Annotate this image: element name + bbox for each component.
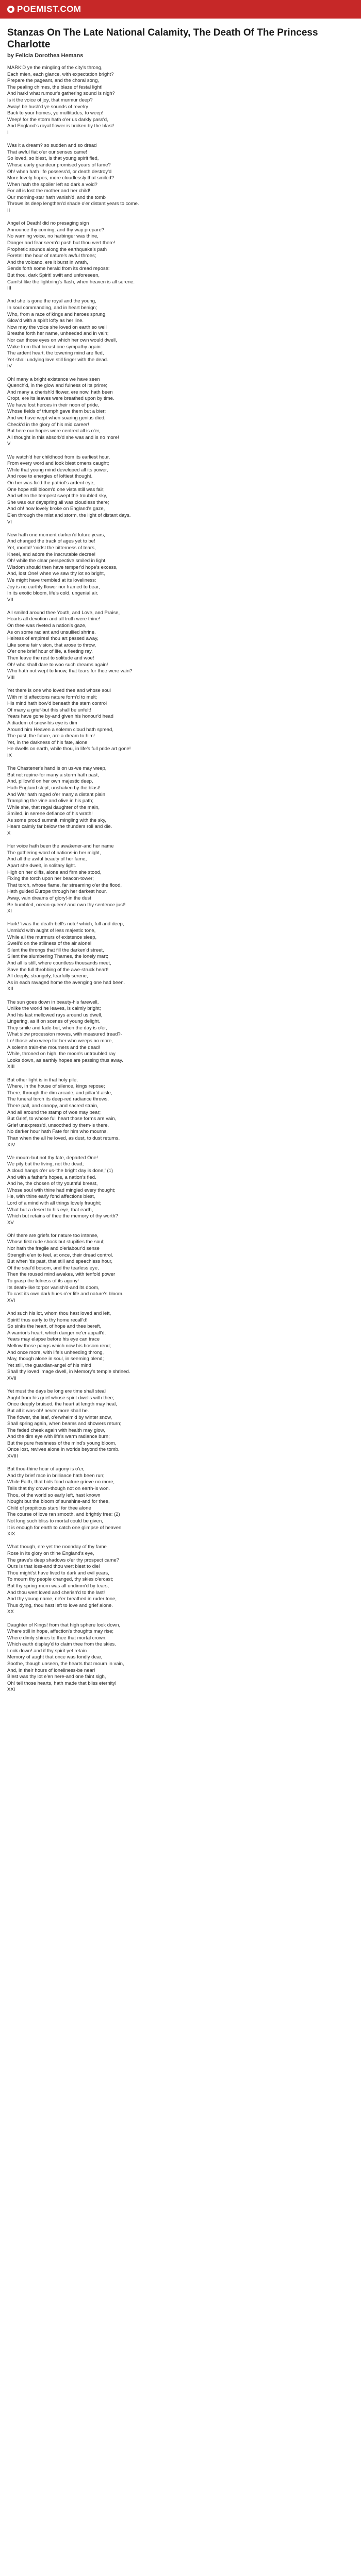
poem-line: They smile and fade-but, when the day is o'er, xyxy=(7,1025,107,1031)
stanza xyxy=(7,688,354,759)
poem-line: Look down! and if thy spirit yet retain xyxy=(7,1648,87,1654)
stanza-numeral: XVII xyxy=(7,1375,17,1381)
poem-line: And all is still, where countless thousands meet, xyxy=(7,960,111,966)
poem-line: And, pillow'd on her own majestic deep, xyxy=(7,778,93,785)
poem-line: The funeral torch its deep-red radiance throws. xyxy=(7,1096,109,1103)
poem-line: And she is gone the royal and the young, xyxy=(7,298,96,304)
poem-line: And once more, with life's unheeding throng, xyxy=(7,1349,104,1355)
stanza xyxy=(7,843,354,915)
poem-line: Mellow those pangs which now his bosom rend; xyxy=(7,1343,111,1349)
poem-line: Away! be hush'd ye sounds of revelry xyxy=(7,104,88,110)
stanza xyxy=(7,610,354,682)
poem-line: Her voice hath been the awakener-and her name xyxy=(7,843,114,850)
poem-line: Angel of Death! did no presaging sign xyxy=(7,221,89,227)
poem-line: Wisdom should then have temper'd hope's excess, xyxy=(7,564,118,570)
stanza xyxy=(7,532,354,604)
poem-line: But thy spring-morn was all undimm'd by tears, xyxy=(7,1583,109,1589)
poem-line: Smiled, in serene defiance of his wrath! xyxy=(7,811,93,817)
poem-line: Looks down, as earthly hopes are passing thus away. xyxy=(7,1057,123,1063)
poem-line: Back to your homes, ye multitudes, to weep! xyxy=(7,110,104,116)
poem-line: More lovely hopes, more cloudlessly that smiled? xyxy=(7,175,114,181)
poem-line: Oh! when hath life possess'd, or death destroy'd xyxy=(7,168,112,175)
poem-line: Rose in its glory on thine England's eye, xyxy=(7,1550,94,1556)
poem-line: Yet, mortal! 'midst the bitterness of tears, xyxy=(7,545,96,551)
stanza-numeral: XVIII xyxy=(7,1453,18,1460)
poem-line: Thus dying, thou hast left to love and grief alone. xyxy=(7,1602,113,1608)
poem-line: The past, the future, are a dream to him! xyxy=(7,733,95,739)
poem-line: A solemn train-the mourners and the dead! xyxy=(7,1044,101,1050)
stanza xyxy=(7,298,354,370)
poem-line: Where still in hope, affection's thoughts may rise; xyxy=(7,1629,113,1635)
poem-line: Hears calmly far below the thunders roll and die. xyxy=(7,824,112,830)
poem-line: Nor can those eyes on which her own would dwell, xyxy=(7,337,117,343)
poem-line: In its exotic bloom, life's cold, ungenial air. xyxy=(7,590,99,597)
poem-line: And we have wept when soaring genius died, xyxy=(7,415,106,421)
poem-line: Heiress of empires! thou art passed away, xyxy=(7,636,99,642)
stanza-numeral: XIII xyxy=(7,1064,15,1070)
poem-line: Apart she dwelt, in solitary light. xyxy=(7,863,76,869)
poem-line: As some proud summit, mingling with the sky, xyxy=(7,817,107,823)
stanza-numeral: VII xyxy=(7,597,13,603)
poem-line: While she, that regal daughter of the main, xyxy=(7,804,100,810)
poem-line: Save the full throbbing of the awe-struck heart! xyxy=(7,967,109,973)
poem-line: Aught from his grief whose spirit dwells with thee; xyxy=(7,1395,114,1401)
stanza-numeral: VIII xyxy=(7,674,15,681)
poem-line: Tells that thy crown-though not on earth-is won. xyxy=(7,1486,110,1492)
stanza xyxy=(7,1077,354,1149)
stanza-numeral: XIX xyxy=(7,1531,15,1537)
poem-line: Once deeply bruised, the heart at length may heal, xyxy=(7,1401,117,1408)
poem-line: Away, vain dreams of glory!-in the dust xyxy=(7,895,91,901)
poem-line: To mourn thy people changed, thy skies o'ercast; xyxy=(7,1577,113,1583)
stanza-numeral: XX xyxy=(7,1609,14,1615)
poem-line: Hark! 'twas the death-bell's note! which, full and deep, xyxy=(7,921,124,927)
poem-line: Then the roused mind awakes, with tenfold power xyxy=(7,1272,116,1278)
poem-line: Throws its deep lengthen'd shade o'er distant years to come. xyxy=(7,201,139,207)
poem-line: And England's royal flower is broken by the blast! xyxy=(7,123,114,129)
poem-line: Nought but the bloom of sunshine-and for thee, xyxy=(7,1499,110,1505)
stanza-numeral: XI xyxy=(7,908,12,914)
poem-line: Wake from that breast one sympathy again: xyxy=(7,344,102,350)
poem-line: To cast its own dark hues o'er life and nature's bloom. xyxy=(7,1291,124,1297)
poem-line: But thou, dark Spirit! swift and unforeseen, xyxy=(7,273,100,278)
poem-line: Oh! while the clear perspective smiled in light, xyxy=(7,558,107,564)
poem-line: Soothe, though unseen, the hearts that mourn in vain, xyxy=(7,1661,124,1667)
poem-line: And changed the track of ages yet to be! xyxy=(7,538,95,545)
poem-line: We pity but the living, not the dead; xyxy=(7,1161,84,1167)
poem-line: And he, the chosen of thy youthful breast, xyxy=(7,1181,98,1187)
poem-line: While Faith, that bids fond nature grieve no more, xyxy=(7,1479,115,1485)
poem-line: Its death-like torpor vanish'd-and its doom, xyxy=(7,1284,100,1291)
poem-line: O'er one brief hour of life, a fleeting ray, xyxy=(7,649,93,655)
poem-line: Strength e'en to feel, at once, their dread control. xyxy=(7,1252,113,1258)
site-header xyxy=(0,0,361,19)
poem-line: Thou, of the world so early left, hast known xyxy=(7,1492,101,1498)
poem-line: Like some fair vision, that arose to throw, xyxy=(7,642,96,648)
poem-line: Yet must the days be long ere time shall steal xyxy=(7,1388,106,1395)
poem-line: Cam'st like the lightning's flash, when heaven is all serene. xyxy=(7,279,135,285)
poem-line: To grasp the fulness of its agony! xyxy=(7,1278,79,1284)
poem-line: Then leave the rest to solitude and woe! xyxy=(7,655,94,662)
poem-line: And all around the stamp of woe may bear; xyxy=(7,1109,101,1115)
poem-line: Foretell the hour of nature's awful throes; xyxy=(7,253,96,259)
poem-line: And thou wert loved and cherish'd to the last! xyxy=(7,1589,105,1596)
poem-line: While, throned on high, the moon's untroubled ray xyxy=(7,1051,116,1057)
poem-line: Joy is no earthly flower nor framed to bear, xyxy=(7,584,100,590)
poem-line: High on her cliffs, alone and firm she stood, xyxy=(7,869,102,875)
poem-line: Yet, in the darkness of his fate, alone xyxy=(7,739,88,745)
poem-line: Yet shall undying love still linger with the dead. xyxy=(7,357,108,363)
poem-line: The ardent heart, the towering mind are fled, xyxy=(7,350,104,357)
stanza xyxy=(7,1311,354,1382)
poem-line: Be humbled, ocean-queen! and own thy sentence just! xyxy=(7,902,126,908)
site-logo[interactable] xyxy=(7,4,81,14)
poem-line: Which earth display'd to claim thee from the skies. xyxy=(7,1641,116,1648)
poem-line: Oh! who shall dare to woo such dreams again! xyxy=(7,662,108,668)
poem-line: But here our hopes were centred all is o'er, xyxy=(7,428,101,434)
poem-line: Each mien, each glance, with expectation bright? xyxy=(7,71,114,77)
poem-line: Now hath one moment darken'd future years, xyxy=(7,532,105,538)
poem-line: MARK'D ye the mingling of the city's throng, xyxy=(7,65,103,71)
poem-line: Unmix'd with aught of less majestic tone, xyxy=(7,927,96,934)
poem-body xyxy=(7,65,354,1693)
poem-line: There, through the dim arcade, and pillar'd aisle, xyxy=(7,1090,112,1096)
poem-line: A diadem of snow-his eye is dim xyxy=(7,720,77,726)
poem-line: The grave's deep shadows o'er thy prospect came? xyxy=(7,1557,119,1563)
poem-line: Whose fields of triumph gave them but a bier; xyxy=(7,409,106,415)
poem-line: We mourn-but not thy fate, departed One! xyxy=(7,1155,98,1161)
poem-line: Swell'd on the stillness of the air alone! xyxy=(7,941,92,947)
poem-line: Lo! those who weep for her who weeps no more, xyxy=(7,1038,113,1044)
poem-line: And, in their hours of loneliness-be near! xyxy=(7,1667,95,1673)
poem-line: Than when the all he loved, as dust, to dust returns. xyxy=(7,1135,120,1141)
poem-line: Hath guided Europe through her darkest hour. xyxy=(7,889,107,895)
poem-line: What but a desert to his eye, that earth, xyxy=(7,1207,93,1213)
poem-line: Was it a dream? so sudden and so dread xyxy=(7,143,97,149)
poem-line: While that young mind developed all its power, xyxy=(7,467,108,473)
poem-line: The gathering-word of nations-in her might, xyxy=(7,850,101,856)
poem-title: Stanzas On The Late National Calamity, The Death Of The Princess Charlotte xyxy=(7,27,318,50)
poem-line: Whose early grandeur promised years of fame? xyxy=(7,162,111,168)
poem-line: Danger and fear seem'd past! but thou wert there! xyxy=(7,240,116,246)
poem-line: On thee was riveted a nation's gaze, xyxy=(7,623,87,629)
poem-line: A warrior's heart, which danger ne'er appall'd. xyxy=(7,1330,106,1336)
poem-line: The course of love ran smooth, and brightly free: (2) xyxy=(7,1512,120,1518)
poem-line: That torch, whose flame, far streaming o'er the flood, xyxy=(7,882,122,888)
poem-line: On her was fix'd the patriot's ardent eye, xyxy=(7,480,95,486)
poem-line: Lingering, as if on scenes of young delight. xyxy=(7,1019,101,1025)
poem-line: Not long such bliss to mortal could be given, xyxy=(7,1518,103,1524)
poem-line: And rose to energies of loftiest thought. xyxy=(7,473,93,480)
stanza-numeral: I xyxy=(7,129,9,135)
poem-line: Check'd in the glory of his mid career! xyxy=(7,421,89,428)
poem-line: Prepare the pageant, and the choral song, xyxy=(7,78,99,84)
poem-line: Spirit! thus early to thy home recall'd! xyxy=(7,1317,88,1323)
stanza-numeral: X xyxy=(7,831,11,837)
poem-line: Whose soul with thine had mingled every thought; xyxy=(7,1187,116,1193)
stanza-numeral: XII xyxy=(7,986,13,992)
poem-line: All smiled around thee Youth, and Love, and Praise, xyxy=(7,609,120,616)
site-logo-text: POEMIST.COM xyxy=(17,4,81,14)
poem-line: E'en through the mist and storm, the light of distant days. xyxy=(7,512,131,518)
poem-line: Shall thy loved image dwell, in Memory's temple shrined. xyxy=(7,1369,130,1375)
poem-line: The pealing chimes, the blaze of festal light! xyxy=(7,84,103,90)
stanza-numeral: III xyxy=(7,285,11,292)
poem-line: Silent the slumbering Thames, the lonely mart; xyxy=(7,954,108,960)
poem-line: The Chastener's hand is on us-we may weep, xyxy=(7,766,107,772)
poem-line: But not repine-for many a storm hath past, xyxy=(7,772,99,778)
poem-line: But thou-thine hour of agony is o'er, xyxy=(7,1466,85,1472)
poem-line: But all it was-oh! never more shall be. xyxy=(7,1408,89,1414)
poem-line: Blest was thy lot e'en here-and one faint sigh, xyxy=(7,1674,106,1680)
poem-line: Who, from a race of kings and heroes sprung, xyxy=(7,311,107,317)
stanza-numeral: XVI xyxy=(7,1297,15,1303)
poem-line: Silent the throngs that fill the darken'd street, xyxy=(7,947,104,953)
poem-line: She was our dayspring all was cloudless there; xyxy=(7,499,109,505)
poem-line: Glow'd with a spirit lofty as her line. xyxy=(7,318,84,324)
poem-line: The faded cheek again with health may glow, xyxy=(7,1427,105,1433)
poem-line: And War hath raged o'er many a distant plain xyxy=(7,791,105,798)
poem-line: We might have trembled at its loveliness: xyxy=(7,577,96,583)
poem-line: Ours is that loss-and thou wert blest to die! xyxy=(7,1564,101,1570)
poem-line: And thy brief race in brilliance hath been run; xyxy=(7,1472,105,1479)
poem-line: One hope still bloom'd one vista still was fair; xyxy=(7,486,105,493)
poem-line: All deeply, strangely, fearfully serene, xyxy=(7,973,88,979)
poem-line: Oh! there are griefs for nature too intense, xyxy=(7,1232,99,1239)
poem-line: Memory of aught that once was fondly dear, xyxy=(7,1654,103,1660)
stanza xyxy=(7,766,354,837)
stanza-numeral: V xyxy=(7,441,11,447)
poem-line: What though, ere yet the noonday of thy fame xyxy=(7,1544,107,1550)
poem-line: His mind hath bow'd beneath the stern control xyxy=(7,701,107,707)
poem-line: Grief unexpress'd, unsoothed by them-is there. xyxy=(7,1122,109,1128)
stanza-numeral: IX xyxy=(7,752,12,758)
poem-line: No darker hour hath Fate for him who mourns, xyxy=(7,1129,108,1135)
poem-line: In soul commanding, and in heart benign; xyxy=(7,304,97,311)
poem-line: Breathe forth her name, unheeded and in vain; xyxy=(7,331,109,337)
stanza xyxy=(7,999,354,1071)
stanza xyxy=(7,1544,354,1616)
poem-line: Child of propitious stars! for thee alone xyxy=(7,1505,91,1511)
poem-line: Sends forth some herald from its dread repose: xyxy=(7,266,110,272)
poem-line: Thou might'st have lived to dark and evil years, xyxy=(7,1570,109,1576)
stanza xyxy=(7,1155,354,1227)
poem-line: And when the tempest swept the troubled sky, xyxy=(7,493,107,499)
poemist-logo-icon xyxy=(7,6,14,13)
poem-line: As on some radiant and unsullied shrine. xyxy=(7,629,96,635)
stanza-numeral: IV xyxy=(7,363,12,369)
poem-line: But the pure freshness of the mind's young bloom, xyxy=(7,1440,117,1446)
poem-line: Unlike the world he leaves, is calmly bright; xyxy=(7,1006,101,1012)
poem-line: Which but retains of thee the memory of thy worth? xyxy=(7,1213,118,1219)
poem-line: From every word and look blest omens caught; xyxy=(7,461,109,467)
poem-container xyxy=(0,19,361,1693)
stanza xyxy=(7,454,354,526)
poem-line: Once lost, revives alone in worlds beyond the tomb. xyxy=(7,1447,120,1453)
poem-line: All thought in this absorb'd she was and is no more! xyxy=(7,434,119,440)
poem-line: Our morning-star hath vanish'd, and the tomb xyxy=(7,194,106,200)
poem-line: Hath England slept, unshaken by the blast! xyxy=(7,785,101,791)
poem-line: Kneel, and adore the inscrutable decree! xyxy=(7,551,96,557)
poem-line: May, though alone in soul, in seeming blend; xyxy=(7,1356,104,1362)
poem-line: He dwells on earth, while thou, in life's full pride art gone! xyxy=(7,746,131,752)
stanza-numeral: II xyxy=(7,208,10,214)
poem-line: Announce thy coming, and thy way prepare? xyxy=(7,227,105,233)
poem-line: The sun goes down in beauty-his farewell, xyxy=(7,999,99,1005)
poem-line: That awful fiat o'er our senses came! xyxy=(7,149,87,155)
poem-line: And all the awful beauty of her fame, xyxy=(7,856,87,862)
poem-line: Whose first rude shock but stupifies the soul; xyxy=(7,1239,105,1245)
poem-line: We have lost heroes in their noon of pride, xyxy=(7,402,100,408)
poem-line: No warning voice, no harbinger was thine, xyxy=(7,233,99,240)
poem-line: Yet there is one who loved thee and whose soul xyxy=(7,688,111,693)
poem-line: Years may elapse before his eye can trace xyxy=(7,1336,100,1343)
poem-line: Hearts all devotion and all truth were thine! xyxy=(7,616,101,622)
poem-line: Where dimly shines to thee that mortal crown, xyxy=(7,1635,107,1641)
poem-line: And, lost One! when we saw thy lot so bright, xyxy=(7,571,105,577)
poem-line: Of many a grief-but this shall be unfelt! xyxy=(7,707,91,713)
poem-line: And the dim eye with life's warm radiance burn; xyxy=(7,1434,110,1440)
poem-line: And oh! how lovely broke on England's gaze, xyxy=(7,506,105,512)
poem-line: Of the seal'd bosom, and the tearless eye, xyxy=(7,1265,99,1271)
stanza xyxy=(7,921,354,993)
poem-line: So sinks the heart, of hope and thee bereft, xyxy=(7,1324,102,1330)
poem-line: And his last mellowed rays around us dwell, xyxy=(7,1012,103,1018)
poem-line: And the volcano, ere it burst in wrath, xyxy=(7,259,88,265)
stanza xyxy=(7,377,354,448)
poem-line: Nor hath the fragile and o'erlabour'd sense xyxy=(7,1246,100,1252)
poem-line: Who hath not wept to know, that tears for thee were vain? xyxy=(7,668,133,674)
stanza-numeral: XV xyxy=(7,1219,14,1226)
stanza xyxy=(7,65,354,137)
poem-line: Fixing the torch upon her beacon-tower; xyxy=(7,876,94,882)
poem-line: Years have gone by-and given his honour'd head xyxy=(7,714,113,720)
poem-line: Lord of a mind with all things lovely fraught; xyxy=(7,1200,102,1206)
poem-line: Where, in the house of silence, kings repose; xyxy=(7,1083,105,1090)
stanza xyxy=(7,1388,354,1460)
poem-line: Is it the voice of joy, that murmur deep? xyxy=(7,97,93,103)
poem-line: And thy young name, ne'er breathed in ruder tone, xyxy=(7,1596,117,1602)
poem-line: Prophetic sounds along the earthquake's path xyxy=(7,246,107,252)
stanza-numeral: XXI xyxy=(7,1687,15,1693)
poem-line: Oh! tell those hearts, hath made that bliss eternity! xyxy=(7,1680,117,1686)
stanza xyxy=(7,143,354,214)
poem-line: Weep! for the storm hath o'er us darkly pass'd, xyxy=(7,116,108,123)
poem-line: There pall, and canopy, and sacred strain, xyxy=(7,1103,99,1109)
poem-line: Daughter of Kings! from that high sphere look down, xyxy=(7,1622,121,1628)
poem-line: And with a father's hopes, a nation's fled. xyxy=(7,1174,96,1180)
poem-line: But other light is in that holy pile, xyxy=(7,1077,78,1083)
poem-line: It is enough for earth to catch one glimpse of heaven. xyxy=(7,1524,123,1531)
poem-line: Shall spring again, when beams and showers return; xyxy=(7,1421,122,1427)
poem-line: Yet still, the guardian-angel of his mind xyxy=(7,1362,91,1368)
poem-line: Now may the voice she loved on earth so well xyxy=(7,324,107,330)
poem-line: But Grief, to whose full heart those forms are vain, xyxy=(7,1116,117,1122)
poem-line: And hark! what rumour's gathering sound is nigh? xyxy=(7,91,115,97)
poem-line: While all the murmurs of existence sleep, xyxy=(7,934,97,940)
stanza-numeral: XIV xyxy=(7,1142,15,1148)
poem-line: And many a cherish'd flower, ere now, hath been xyxy=(7,389,113,395)
poem-line: As in each ravaged home the avenging one had been. xyxy=(7,979,125,986)
poem-line: The flower, the leaf, o'erwhelm'd by winter snow, xyxy=(7,1414,112,1420)
poem-line: When hath the spoiler left so dark a void? xyxy=(7,181,97,188)
poem-line: What slow procession moves, with measured tread?- xyxy=(7,1031,122,1038)
poem-byline: by Felicia Dorothea Hemans xyxy=(7,53,84,59)
poem-line: And such his lot, whom thou hast loved and left, xyxy=(7,1311,111,1316)
stanza xyxy=(7,1466,354,1538)
poem-line: But when 'tis past, that still and speechless hour, xyxy=(7,1259,113,1265)
poem-line: For all is lost the mother and her child! xyxy=(7,188,91,194)
poem-line: Quench'd, in the glow and fulness of its prime; xyxy=(7,383,108,389)
poem-line: Trampling the vine and olive in his path; xyxy=(7,798,94,804)
poem-line: We watch'd her childhood from its earliest hour, xyxy=(7,454,110,460)
poem-line: A cloud hangs o'er us-'the bright day is done,' (1) xyxy=(7,1167,113,1174)
poem-line: So loved, so blest, is that young spirit fled, xyxy=(7,156,99,162)
poem-line: Around him Heaven a solemn cloud hath spread, xyxy=(7,726,113,733)
poem-line: Oh! many a bright existence we have seen xyxy=(7,376,100,382)
poem-line: With mild affections nature form'd to melt; xyxy=(7,694,97,700)
poem-line: Cropt, ere its leaves were breathed upon by time. xyxy=(7,396,114,402)
stanza xyxy=(7,221,354,292)
poem-line: He, with thine early fond affections blest, xyxy=(7,1194,95,1200)
stanza xyxy=(7,1622,354,1694)
stanza-numeral: VI xyxy=(7,519,12,525)
stanza xyxy=(7,1233,354,1304)
